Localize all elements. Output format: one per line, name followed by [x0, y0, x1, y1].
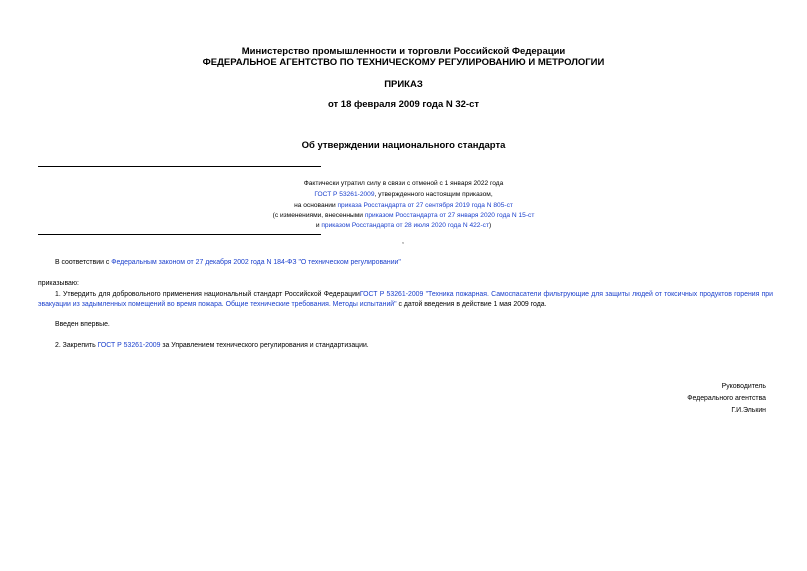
gost-assign-link[interactable]: ГОСТ Р 53261-2009	[97, 342, 161, 349]
status-note-line-3: на основании приказа Росстандарта от 27 сентября 2019 года N 805-ст	[294, 202, 513, 209]
paragraph-order: приказываю:	[38, 280, 79, 287]
gost-standard-link[interactable]: ГОСТ Р 53261-2009 "Техника пожарная. Самоспасатели фильтрующие для защиты людей от токсичных продуктов горения при эвакуации из задымленных помещений во время пожара. Общие технические требования. Методы испытаний"	[38, 291, 773, 308]
gost-link[interactable]: ГОСТ Р 53261-2009	[314, 191, 375, 198]
signature-position-1: Руководитель	[721, 383, 766, 390]
paragraph-legal-basis: В соответствии с Федеральным законом от 27 декабря 2002 года N 184-ФЗ "О техническом регулировании"	[55, 259, 401, 266]
top-divider	[38, 166, 321, 167]
document-date-number: от 18 февраля 2009 года N 32-ст	[327, 99, 480, 110]
order-422-link[interactable]: приказом Росстандарта от 28 июля 2020 года N 422-ст	[321, 222, 489, 229]
status-note-line-1: Фактически утратил силу в связи с отменой с 1 января 2022 года	[303, 180, 504, 187]
ministry-title: Министерство промышленности и торговли Российской Федерации	[241, 46, 566, 57]
bottom-divider	[38, 234, 321, 235]
signature-name: Г.И.Элькин	[731, 407, 766, 414]
paragraph-item-1: 1. Утвердить для добровольного применения национальный стандарт Российской ФедерацииГОСТ Р 53261-2009 "Техника пожарная. Самоспасатели фильтрующие для защиты людей от токсичных продуктов горения при эвакуации из задымленных помещений во время пожара. Общие технические требования. Методы испытаний" с датой введения в действие 1 мая 2009 года.	[38, 291, 773, 308]
signature-position-2: Федерального агентства	[687, 395, 766, 402]
status-note-line-4: (с изменениями, внесенными приказом Росстандарта от 27 января 2020 года N 15-ст	[272, 212, 535, 219]
status-note-line-5: и приказом Росстандарта от 28 июля 2020 года N 422-ст)	[315, 222, 492, 229]
paragraph-item-2: 2. Закрепить ГОСТ Р 53261-2009 за Управлением технического регулирования и стандартизации.	[55, 342, 369, 349]
order-15-link[interactable]: приказом Росстандарта от 27 января 2020 года N 15-ст	[364, 212, 535, 219]
document-type: ПРИКАЗ	[384, 79, 423, 90]
order-805-link[interactable]: приказа Росстандарта от 27 сентября 2019 года N 805-ст	[337, 202, 513, 209]
separator-mark: ,	[402, 238, 404, 245]
federal-law-link[interactable]: Федеральным законом от 27 декабря 2002 года N 184-ФЗ "О техническом регулировании"	[111, 259, 401, 266]
agency-title: ФЕДЕРАЛЬНОЕ АГЕНТСТВО ПО ТЕХНИЧЕСКОМУ РЕГУЛИРОВАНИЮ И МЕТРОЛОГИИ	[202, 57, 605, 68]
document-subject: Об утверждении национального стандарта	[301, 140, 506, 151]
status-note-line-2: ГОСТ Р 53261-2009, утвержденного настоящим приказом,	[314, 191, 493, 198]
paragraph-introduced: Введен впервые.	[55, 321, 110, 328]
